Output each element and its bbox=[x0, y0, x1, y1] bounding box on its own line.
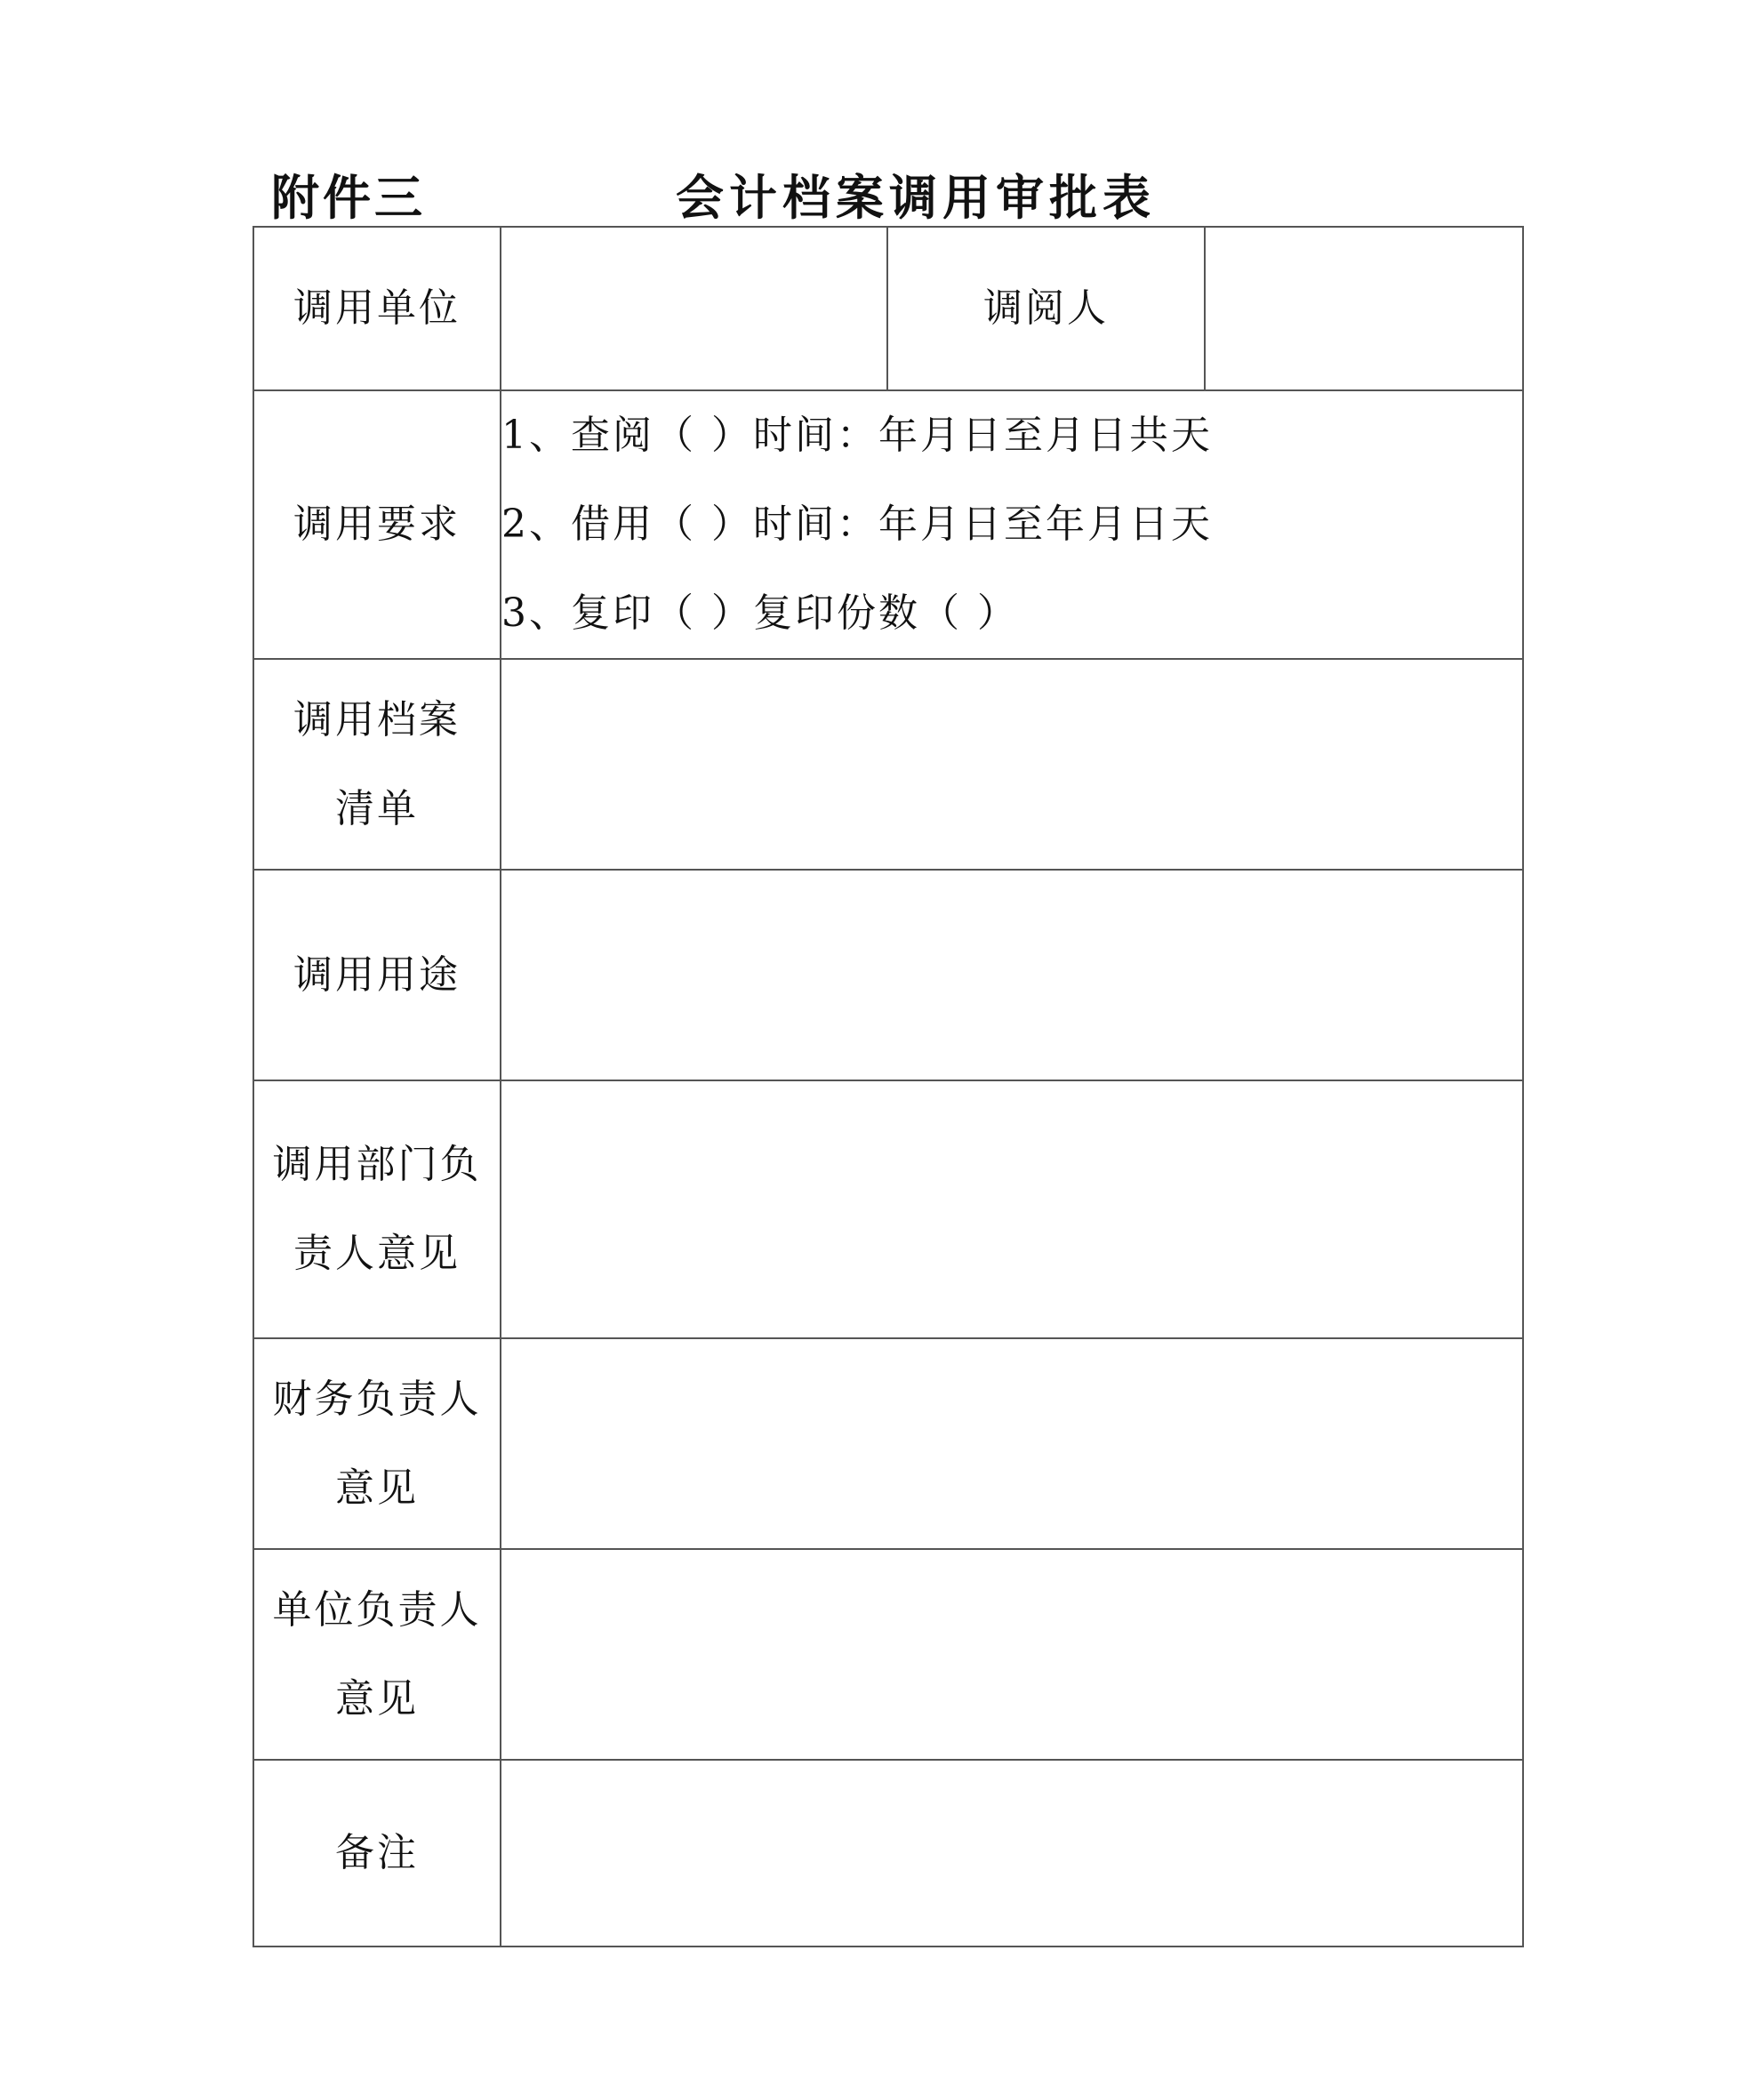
requirement-item-view: 1、查阅（ ）时间：年月日至月日共天 bbox=[501, 413, 1213, 458]
field-unit[interactable] bbox=[501, 227, 887, 390]
row-finance-head bbox=[253, 1338, 1523, 1549]
label-line: 调用档案 bbox=[293, 696, 461, 742]
row-file-list bbox=[253, 659, 1523, 870]
label-purpose: 调用用途 bbox=[253, 870, 501, 1080]
requirement-item-borrow: 2、借用（ ）时间：年月日至年月日天 bbox=[501, 502, 1213, 547]
row-unit bbox=[253, 227, 1523, 390]
row-requirements bbox=[253, 390, 1523, 659]
row-purpose bbox=[253, 870, 1523, 1080]
field-reader[interactable] bbox=[1205, 227, 1523, 390]
label-line: 单位负责人 bbox=[272, 1586, 482, 1633]
label-file-list bbox=[253, 659, 501, 870]
page-title: 会计档案调用审批表 bbox=[676, 170, 1156, 226]
field-file-list[interactable] bbox=[501, 659, 1523, 870]
row-unit-head bbox=[253, 1549, 1523, 1760]
label-line: 责人意见 bbox=[293, 1231, 461, 1276]
field-requirements[interactable] bbox=[501, 390, 1523, 659]
label-finance-head bbox=[253, 1338, 501, 1549]
label-unit-head bbox=[253, 1549, 501, 1760]
label-reader: 调阅人 bbox=[887, 227, 1205, 390]
field-dept-head-opinion[interactable] bbox=[501, 1080, 1523, 1338]
label-unit: 调用单位 bbox=[253, 227, 501, 390]
field-remarks[interactable] bbox=[501, 1760, 1523, 1947]
label-dept-head bbox=[253, 1080, 501, 1338]
approval-form-table bbox=[253, 226, 1524, 1947]
label-line: 清单 bbox=[335, 785, 419, 831]
document-header bbox=[0, 160, 1764, 226]
requirement-item-copy: 3、复印（ ）复印份数（ ） bbox=[501, 590, 1019, 636]
field-purpose[interactable] bbox=[501, 870, 1523, 1080]
label-line: 意见 bbox=[335, 1675, 419, 1722]
row-dept-head bbox=[253, 1080, 1523, 1338]
label-line: 财务负责人 bbox=[272, 1376, 482, 1422]
label-line: 调用部门负 bbox=[272, 1142, 482, 1187]
row-remarks bbox=[253, 1760, 1523, 1947]
field-finance-head-opinion[interactable] bbox=[501, 1338, 1523, 1549]
field-unit-head-opinion[interactable] bbox=[501, 1549, 1523, 1760]
label-remarks: 备注 bbox=[253, 1760, 501, 1947]
attachment-label: 附件三 bbox=[271, 170, 426, 226]
label-line: 意见 bbox=[335, 1465, 419, 1511]
label-requirements: 调用要求 bbox=[253, 390, 501, 659]
